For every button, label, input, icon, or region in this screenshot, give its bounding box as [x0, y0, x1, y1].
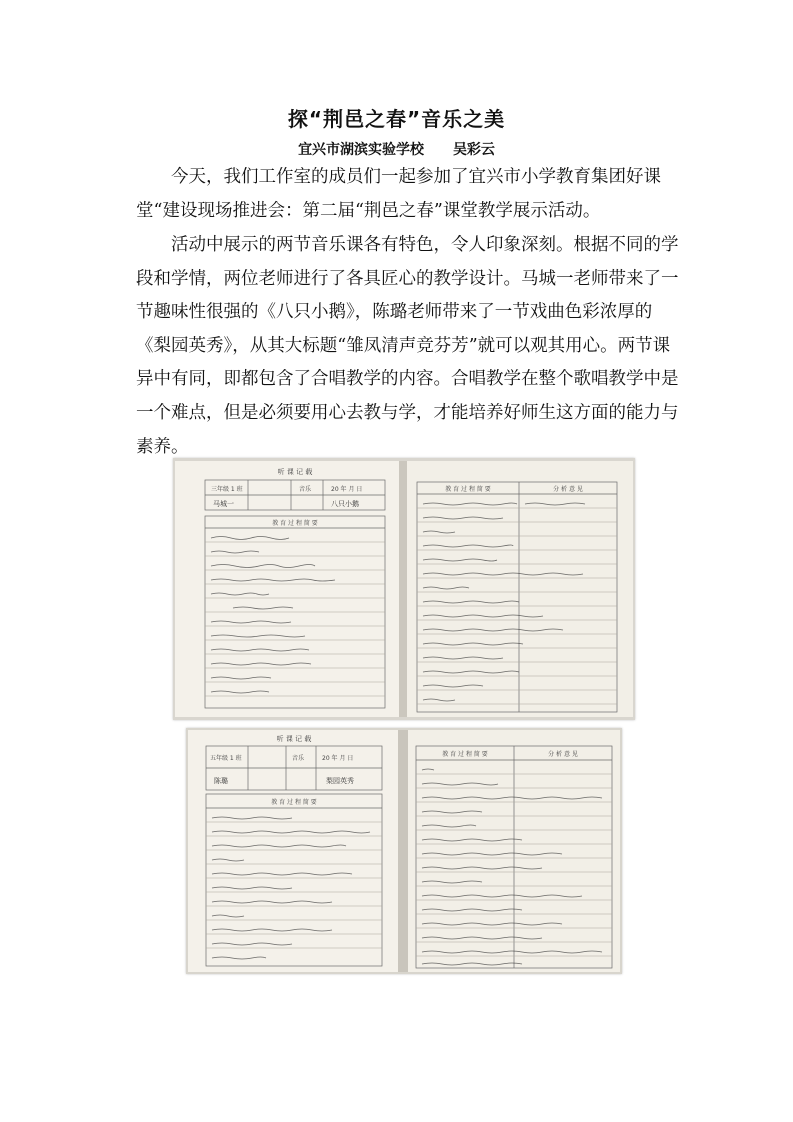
- author-name: 吴彩云: [452, 142, 495, 158]
- form-column-process: 教 育 过 程 简 要: [271, 799, 317, 806]
- lesson-record-photo-1: [173, 458, 635, 720]
- form-title: 听 课 记 载: [277, 468, 313, 476]
- form-grade: 三年级 1 班: [211, 486, 243, 493]
- form-column-analysis: 分 析 意 见: [553, 486, 583, 493]
- form-grade: 五年级 1 班: [210, 755, 242, 762]
- form-teacher: 陈璐: [214, 777, 228, 785]
- paragraph-2: 活动中展示的两节音乐课各有特色，令人印象深刻。根据不同的学段和学情，两位老师进行了各具匠心的教学设计。马城一老师带来了一节趣味性很强的《八只小鹅》，陈璐老师带来了一节戏曲色彩浓厚的《梨园英秀》，从其大标题“雏凤清声竞芬芳”就可以观其用心。两节课异中有同，即都包含了合唱教学的内容。合唱教学在整个歌唱教学中是一个难点，但是必须要用心去教与学，才能培养好师生这方面的能力与素养。: [136, 235, 679, 457]
- form-column-process-right: 教 育 过 程 简 要: [445, 486, 491, 493]
- article-title: 探“荆邑之春”音乐之美: [287, 107, 506, 131]
- form-date: 20 年 月 日: [331, 486, 363, 493]
- form-lesson: 梨园英秀: [326, 777, 354, 785]
- byline: [0, 139, 793, 159]
- form-title: 听 课 记 载: [276, 735, 312, 743]
- form-column-process: 教 育 过 程 简 要: [272, 520, 318, 527]
- form-subject: 音乐: [299, 486, 312, 493]
- form-teacher: 马城一: [213, 500, 234, 508]
- form-column-process-right: 教 育 过 程 简 要: [442, 751, 488, 758]
- form-subject: 音乐: [292, 755, 305, 762]
- form-lesson: 八只小鹅: [331, 500, 359, 508]
- paragraph-1: 今天，我们工作室的成员们一起参加了宜兴市小学教育集团好课堂“建设现场推进会：第二届“荆邑之春”课堂教学展示活动。: [136, 167, 661, 221]
- lesson-record-photo-2: [186, 728, 622, 974]
- form-column-analysis: 分 析 意 见: [548, 751, 578, 758]
- form-date: 20 年 月 日: [322, 755, 354, 762]
- author-school: 宜兴市湖滨实验学校: [298, 142, 425, 158]
